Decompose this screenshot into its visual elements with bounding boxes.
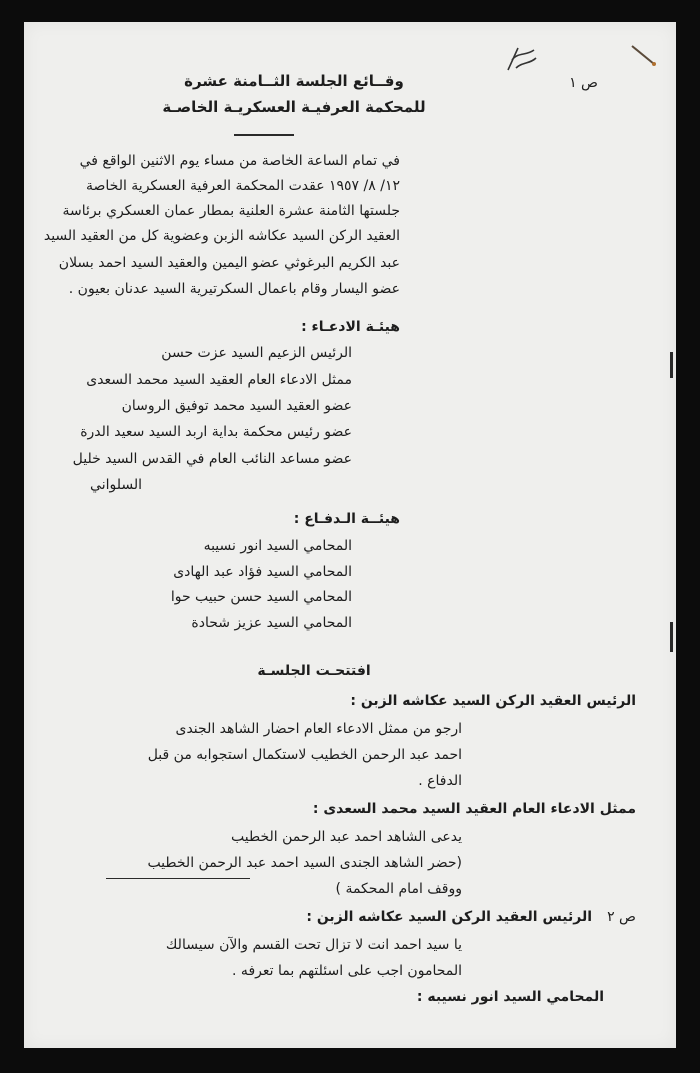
underline-mark bbox=[106, 878, 250, 879]
defense-member: المحامي السيد انور نسيبه bbox=[203, 538, 352, 554]
defense-member: المحامي السيد عزيز شحادة bbox=[191, 615, 352, 631]
handwritten-mark-icon bbox=[504, 42, 540, 76]
speaker-line: المحامي السيد انور نسيبه : bbox=[416, 989, 604, 1005]
intro-line: عبد الكريم البرغوثي عضو اليمين والعقيد السيد احمد بسلان bbox=[58, 255, 400, 271]
title-rule bbox=[234, 134, 294, 136]
statement-line: المحامون اجب على اسئلتهم بما تعرفه . bbox=[232, 963, 462, 979]
intro-line: العقيد الركن السيد عكاشه الزبن وعضوية كل من العقيد السيد bbox=[43, 228, 400, 244]
intro-line: جلستها الثامنة عشرة العلنية بمطار عمان العسكري برئاسة bbox=[62, 203, 400, 219]
intro-line: ١٢/ ٨/ ١٩٥٧ عقدت المحكمة العرفية العسكرية الخاصة bbox=[86, 178, 400, 194]
page-number: ص ٢ bbox=[607, 909, 636, 925]
statement-line: ووقف امام المحكمة ) bbox=[335, 881, 462, 897]
prosecution-member: عضو رئيس محكمة بداية اربد السيد سعيد الدرة bbox=[80, 424, 352, 440]
session-opening-heading: افتتحـت الجلسـة bbox=[257, 663, 371, 679]
clip-mark bbox=[670, 352, 673, 378]
defense-heading: هيئــة الـدفـاع : bbox=[293, 511, 400, 527]
prosecution-heading: هيئـة الادعـاء : bbox=[301, 319, 400, 335]
pencil-tick-icon bbox=[628, 42, 658, 68]
statement-line: احمد عبد الرحمن الخطيب لاستكمال استجوابه من قبل bbox=[147, 747, 462, 763]
prosecution-member: عضو مساعد النائب العام في القدس السيد خليل bbox=[72, 451, 352, 467]
intro-line: عضو اليسار وقام باعمال السكرتيرية السيد عدنان بعيون . bbox=[68, 281, 400, 297]
speaker-line: الرئيس العقيد الركن السيد عكاشه الزبن : bbox=[306, 909, 592, 925]
prosecution-member: عضو العقيد السيد محمد توفيق الروسان bbox=[121, 398, 352, 414]
speaker-line: الرئيس العقيد الركن السيد عكاشه الزبن : bbox=[350, 693, 636, 709]
intro-line: في تمام الساعة الخاصة من مساء يوم الاثنين الواقع في bbox=[79, 153, 400, 169]
page-number: ص ١ bbox=[569, 75, 598, 91]
statement-line: ارجو من ممثل الادعاء العام احضار الشاهد الجندى bbox=[175, 721, 462, 737]
statement-line: يدعى الشاهد احمد عبد الرحمن الخطيب bbox=[230, 829, 462, 845]
document-title: وقــائع الجلسة الثــامنة عشرة bbox=[184, 72, 404, 90]
statement-line: (حضر الشاهد الجندى السيد احمد عبد الرحمن الخطيب bbox=[147, 855, 462, 871]
statement-line: الدفاع . bbox=[418, 773, 462, 789]
defense-member: المحامي السيد حسن حبيب حوا bbox=[170, 589, 352, 605]
document-page bbox=[24, 22, 676, 1048]
document-subtitle: للمحكمة العرفيـة العسكريـة الخاصـة bbox=[162, 98, 426, 116]
prosecution-member: ممثل الادعاء العام العقيد السيد محمد السعدى bbox=[86, 372, 352, 388]
clip-mark bbox=[670, 622, 673, 652]
statement-line: يا سيد احمد انت لا تزال تحت القسم والآن سيسالك bbox=[165, 937, 462, 953]
prosecution-member: السلواني bbox=[90, 477, 142, 493]
defense-member: المحامي السيد فؤاد عبد الهادى bbox=[173, 564, 352, 580]
prosecution-member: الرئيس الزعيم السيد عزت حسن bbox=[161, 345, 352, 361]
speaker-line: ممثل الادعاء العام العقيد السيد محمد السعدى : bbox=[312, 801, 636, 817]
